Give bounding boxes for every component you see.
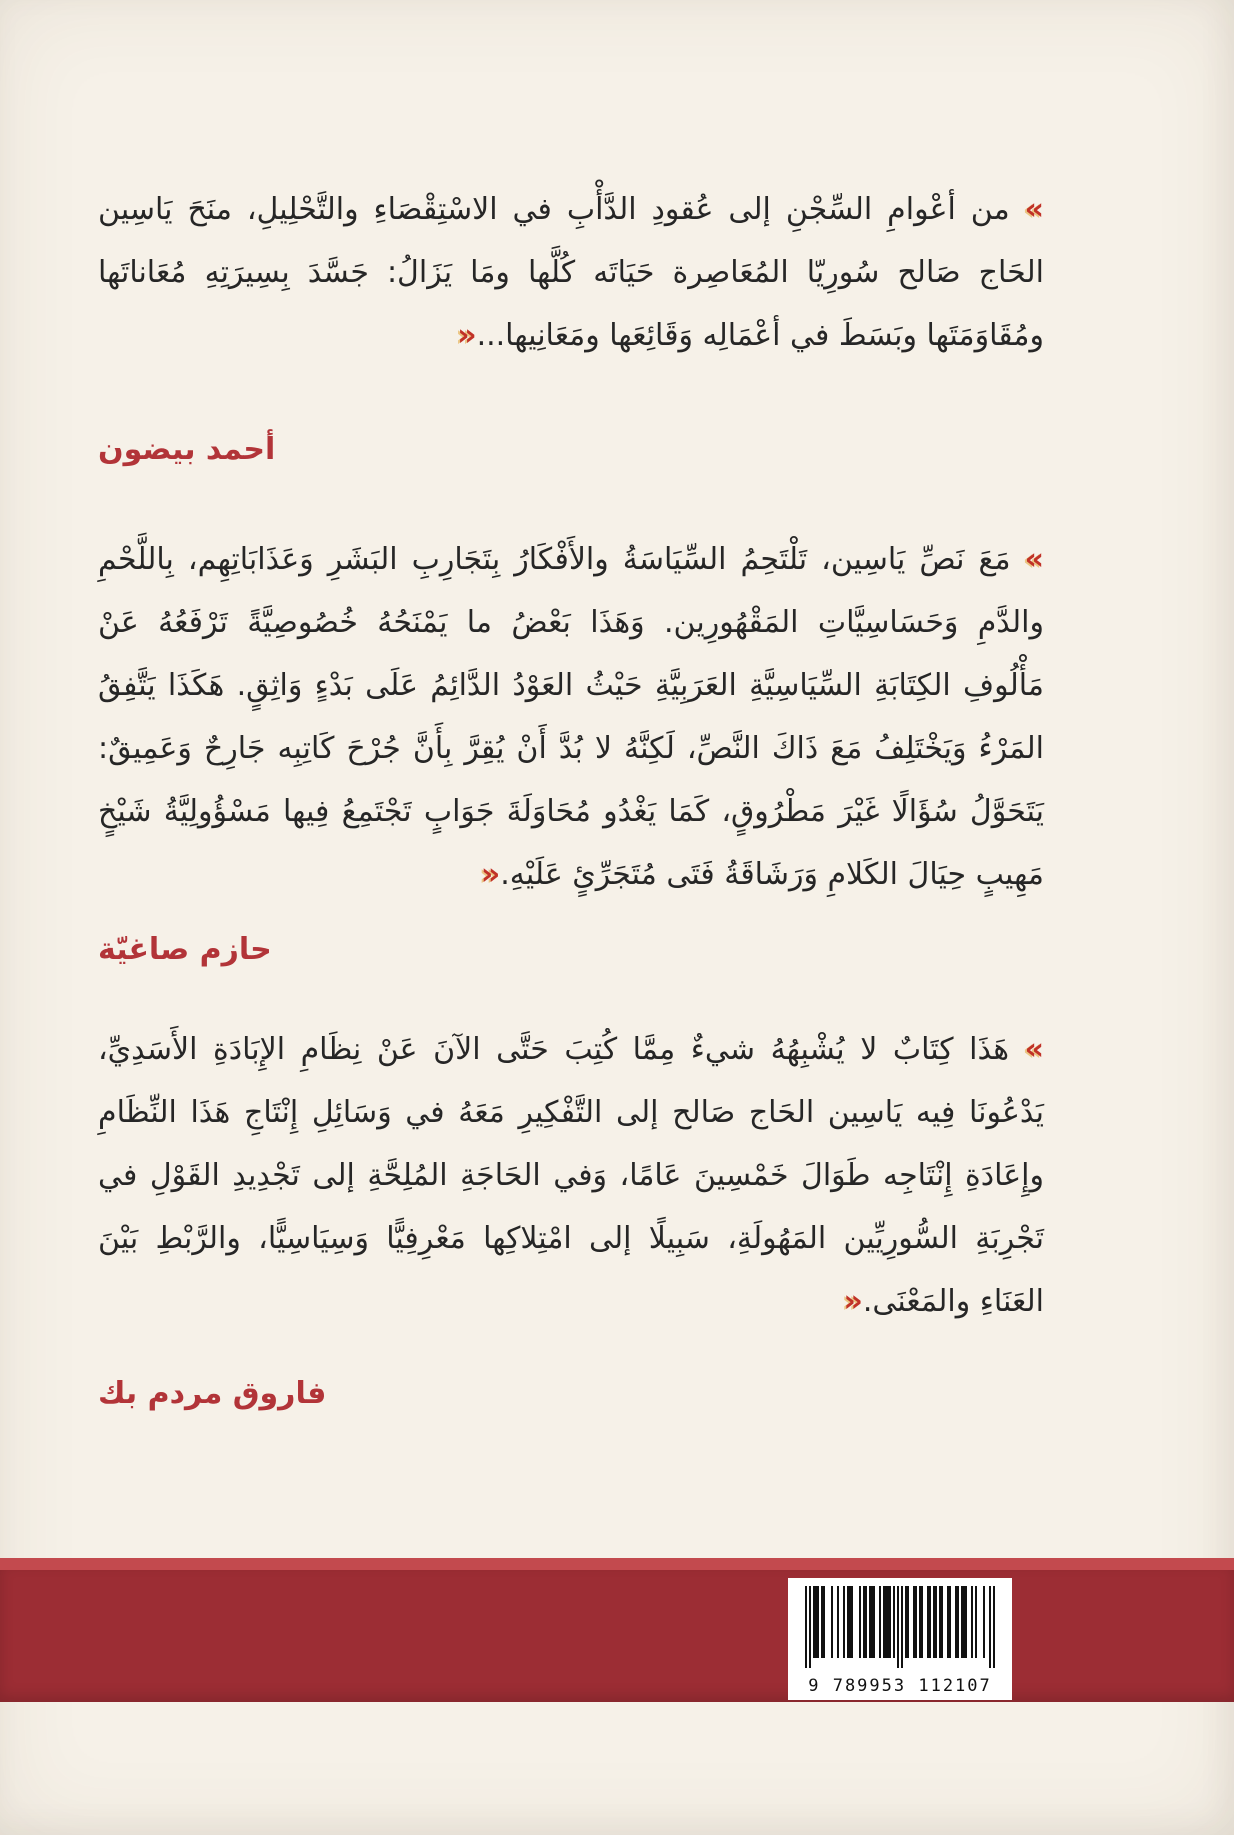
quote-open-mark: » <box>1024 1032 1044 1067</box>
band-main <box>0 1570 1234 1702</box>
barcode-bars <box>805 1586 995 1668</box>
attribution-hazem-saghieh: حازم صاغيّة <box>98 932 272 967</box>
quote-block-2 <box>98 528 1044 906</box>
quote-block-3 <box>98 1018 1044 1333</box>
attribution-farouk-mardam-bey: فاروق مردم بك <box>98 1376 327 1411</box>
quote-body: من أعْوامِ السِّجْنِ إلى عُقودِ الدَّأْبِ في الاسْتِقْصَاءِ والتَّحْلِيلِ، منَحَ يَاسِين الحَاج صَالح سُورِيّا المُعَاصِرة حَيَاتَه كُلَّها ومَا يَزَالُ: جَسَّدَ بِسِيرَتِهِ مُعَاناتَها ومُقَاوَمَتَها وبَسَطَ في أعْمَالِه وَقَائِعَها ومَعَانِيها... <box>98 192 1044 353</box>
bottom-color-band <box>0 1558 1234 1702</box>
quote-body: هَذَا كِتَابٌ لا يُشْبِهُهُ شيءٌ مِمَّا كُتِبَ حَتَّى الآنَ عَنْ نِظَامِ الإِبَادَةِ الأَسَدِيِّ، يَدْعُونَا فِيه يَاسِين الحَاج صَالح إلى التَّفْكِيرِ مَعَهُ في وَسَائِلِ إِنْتَاجِ هَذَا النِّظَامِ وإِعَادَةِ إِنْتَاجِه طَوَالَ خَمْسِينَ عَامًا، وَفي الحَاجَةِ المُلِحَّةِ إلى تَجْدِيدِ القَوْلِ في تَجْرِبَةِ السُّورِيِّين المَهُولَةِ، سَبِيلًا إلى امْتِلاكِها مَعْرِفِيًّا وَسِيَاسِيًّا، والرَّبْطِ بَيْنَ العَنَاءِ والمَعْنَى. <box>98 1032 1044 1319</box>
quote-open-mark: » <box>1024 192 1044 227</box>
quote-body: مَعَ نَصِّ يَاسِين، تَلْتَحِمُ السِّيَاسَةُ والأَفْكَارُ بِتَجَارِبِ البَشَرِ وَعَذَابَاتِهِم، بِاللَّحْمِ والدَّمِ وَحَسَاسِيَّاتِ المَقْهُورِين. وَهَذَا بَعْضُ ما يَمْنَحُهُ خُصُوصِيَّةً تَرْفَعُهُ عَنْ مَأْلُوفِ الكِتَابَةِ السِّيَاسِيَّةِ العَرَبِيَّةِ حَيْثُ العَوْدُ الدَّائِمُ عَلَى بَدْءٍ وَاثِقٍ. هَكَذَا يَتَّفِقُ المَرْءُ وَيَخْتَلِفُ مَعَ ذَاكَ النَّصِّ، لَكِنَّهُ لا بُدَّ أَنْ يُقِرَّ بِأَنَّ جُرْحَ كَاتِبِه جَارِحٌ وَعَمِيقٌ: يَتَحَوَّلُ سُؤَالًا غَيْرَ مَطْرُوقٍ، كَمَا يَغْدُو مُحَاوَلَةَ جَوَابٍ تَجْتَمِعُ فِيها مَسْؤُولِيَّةُ شَيْخٍ مَهِيبٍ حِيَالَ الكَلامِ وَرَشَاقَةُ فَتَى مُتَجَرِّئٍ عَلَيْهِ. <box>98 542 1044 892</box>
quote-close-mark: « <box>480 857 501 892</box>
quote-open-mark: » <box>1024 542 1045 577</box>
quote-close-mark: « <box>457 318 477 353</box>
quote-block-1 <box>98 178 1044 367</box>
barcode-digits: 9 789953 112107 <box>808 1676 992 1696</box>
band-top-stripe <box>0 1558 1234 1570</box>
quote-close-mark: « <box>843 1284 863 1319</box>
barcode-module <box>993 1586 995 1668</box>
barcode-panel <box>788 1578 1012 1700</box>
attribution-ahmad-beydoun: أحمد بيضون <box>98 432 276 467</box>
